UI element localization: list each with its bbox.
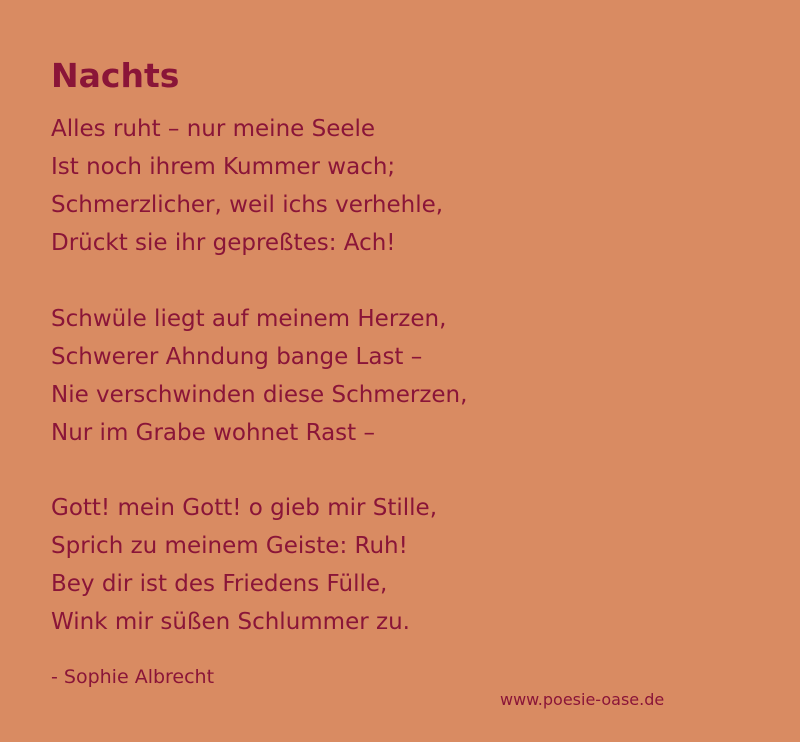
poem-line: Schwüle liegt auf meinem Herzen, — [51, 306, 447, 332]
poem-line: Sprich zu meinem Geiste: Ruh! — [51, 533, 408, 559]
poem-line: Bey dir ist des Friedens Fülle, — [51, 571, 388, 597]
stanza-1 — [51, 110, 443, 262]
poem-line: Drückt sie ihr gepreßtes: Ach! — [51, 230, 396, 256]
poem-line: Schwerer Ahndung bange Last – — [51, 344, 423, 370]
poem-author: - Sophie Albrecht — [51, 666, 215, 688]
poem-line: Alles ruht – nur meine Seele — [51, 116, 376, 142]
poem-line: Nur im Grabe wohnet Rast – — [51, 420, 375, 446]
poem-line: Schmerzlicher, weil ichs verhehle, — [51, 192, 444, 218]
poem-line: Ist noch ihrem Kummer wach; — [51, 154, 396, 180]
stanza-2 — [51, 300, 467, 452]
poem-line: Wink mir süßen Schlummer zu. — [51, 609, 410, 635]
poem-line: Gott! mein Gott! o gieb mir Stille, — [51, 495, 438, 521]
stanza-3 — [51, 489, 437, 641]
poem-title: Nachts — [51, 56, 180, 95]
poem-line: Nie verschwinden diese Schmerzen, — [51, 382, 468, 408]
website-link[interactable]: www.poesie-oase.de — [500, 690, 665, 709]
